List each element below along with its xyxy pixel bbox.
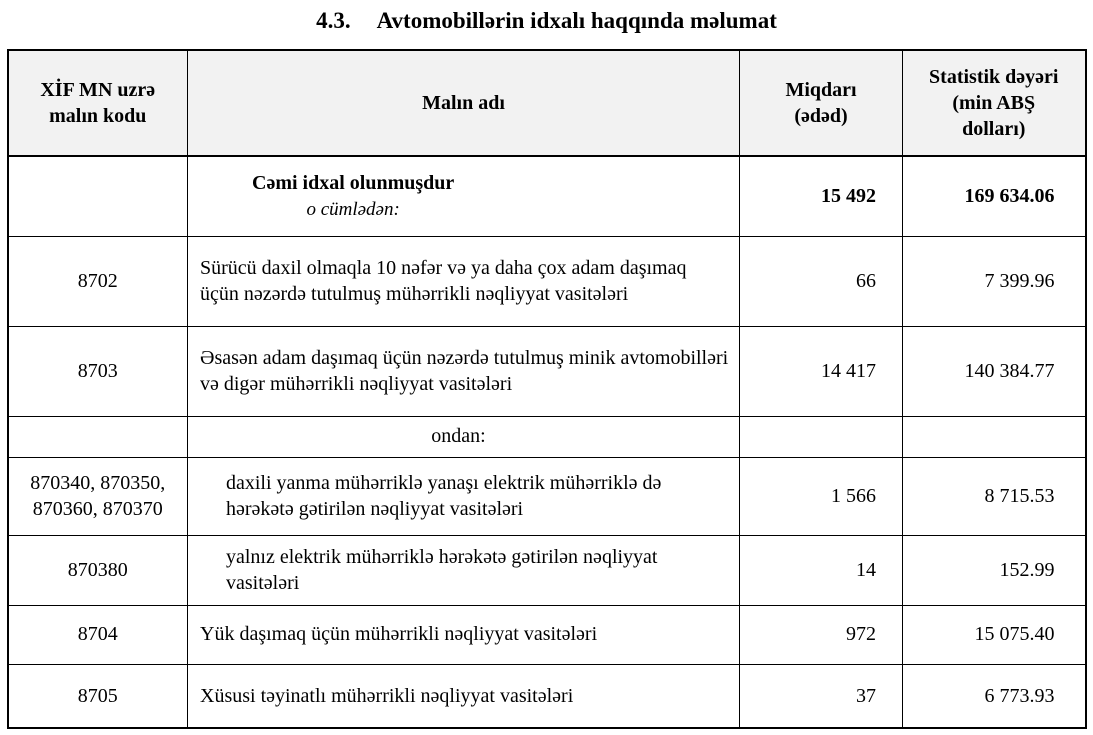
cell-quantity: 1 566 [740,457,903,535]
cell-quantity: 66 [740,236,903,326]
cell-product-name [188,156,740,236]
cell-quantity: 37 [740,664,903,728]
cell-product-name: Əsasən adam daşımaq üçün nəzərdə tutulmuş minik avtomobilləri və digər mühərrikli nəqliyyat vasitələri [188,326,740,416]
table-row [8,156,1086,236]
cell-product-name: Xüsusi təyinatlı mühərrikli nəqliyyat vasitələri [188,664,740,728]
cell-product-code: 8704 [8,605,188,664]
cell-product-name: Yük daşımaq üçün mühərrikli nəqliyyat vasitələri [188,605,740,664]
cell-product-code [8,156,188,236]
cell-statistic-value: 152.99 [903,535,1086,605]
cell-product-name: daxili yanma mühərriklə yanaşı elektrik mühərriklə də hərəkətə gətirilən nəqliyyat vasitələri [188,457,740,535]
section-number: 4.3. [316,8,351,33]
table-row [8,416,1086,457]
col-header-value: Statistik dəyəri (min ABŞ dolları) [903,50,1086,156]
cell-quantity [740,416,903,457]
summary-sublabel: o cümlədən: [306,199,400,221]
cell-product-code: 870380 [8,535,188,605]
cell-statistic-value: 6 773.93 [903,664,1086,728]
cell-product-code [8,416,188,457]
cell-statistic-value: 169 634.06 [903,156,1086,236]
cell-product-code: 8705 [8,664,188,728]
cell-product-code: 8703 [8,326,188,416]
cell-product-name: Sürücü daxil olmaqla 10 nəfər və ya daha çox adam daşımaq üçün nəzərdə tutulmuş mühərrikli nəqliyyat vasitələri [188,236,740,326]
table-row [8,236,1086,326]
table-row [8,605,1086,664]
col-header-code: XİF MN uzrə malın kodu [8,50,188,156]
cell-product-code: 870340, 870350, 870360, 870370 [8,457,188,535]
cell-statistic-value [903,416,1086,457]
cell-statistic-value: 15 075.40 [903,605,1086,664]
cell-statistic-value: 7 399.96 [903,236,1086,326]
table-row [8,664,1086,728]
cell-quantity: 972 [740,605,903,664]
cell-product-code: 8702 [8,236,188,326]
summary-label: Cəmi idxal olunmuşdur [252,172,455,195]
cell-quantity: 15 492 [740,156,903,236]
table-row [8,326,1086,416]
table-body [8,156,1086,728]
col-header-quantity: Miqdarı (ədəd) [740,50,903,156]
cell-product-name: ondan: [188,416,740,457]
cell-statistic-value: 8 715.53 [903,457,1086,535]
cell-quantity: 14 417 [740,326,903,416]
section-title [0,0,1093,34]
imports-table [7,49,1087,729]
cell-statistic-value: 140 384.77 [903,326,1086,416]
cell-quantity: 14 [740,535,903,605]
table-row [8,457,1086,535]
cell-product-name: yalnız elektrik mühərriklə hərəkətə gətirilən nəqliyyat vasitələri [188,535,740,605]
section-title-text: Avtomobillərin idxalı haqqında məlumat [376,8,777,33]
col-header-name: Malın adı [188,50,740,156]
table-row [8,535,1086,605]
header-row [8,50,1086,156]
